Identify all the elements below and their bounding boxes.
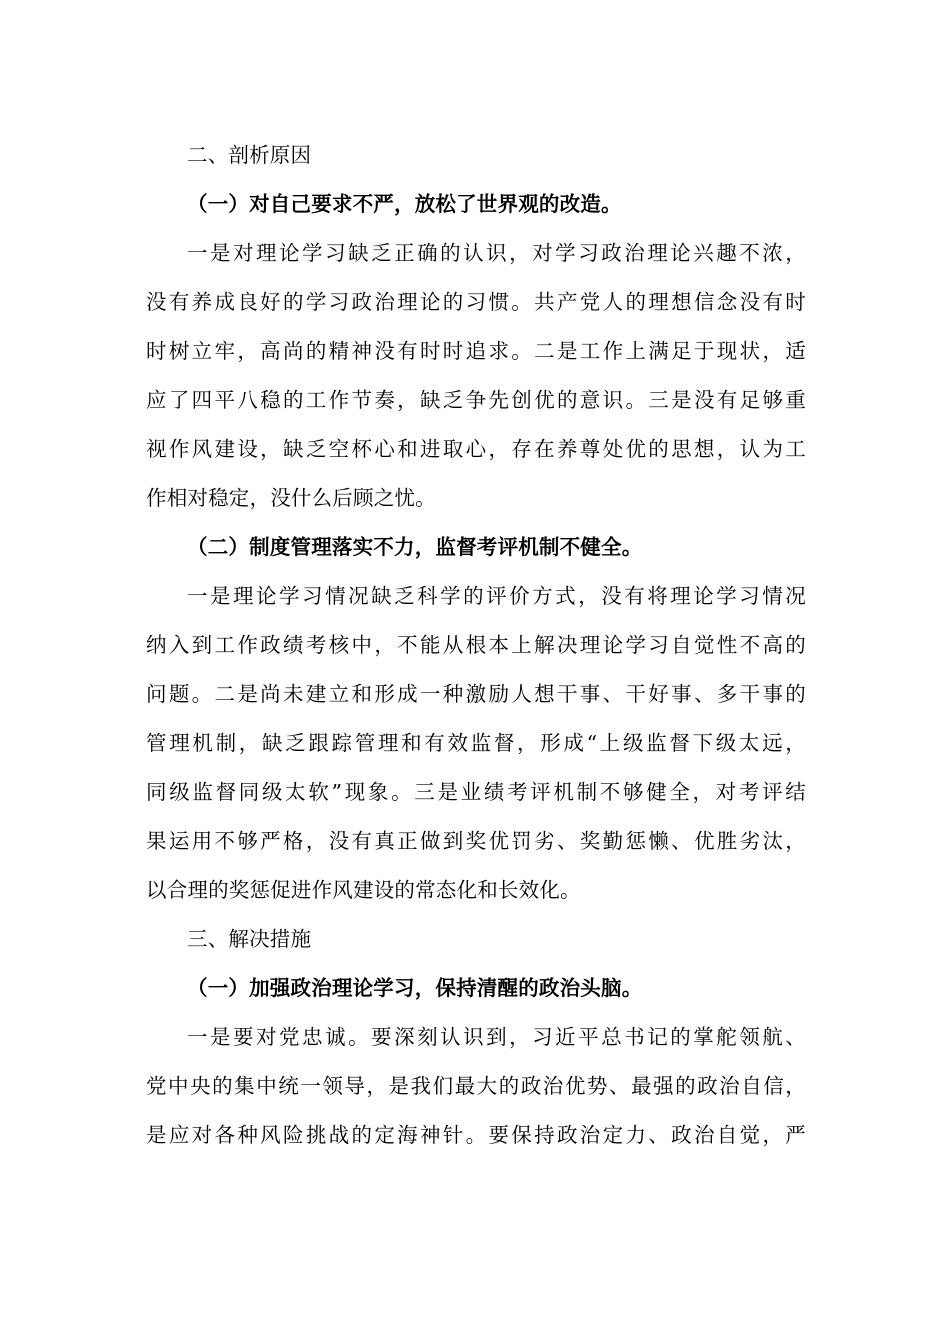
- paragraph-line: 同级监督同级太软”现象。三是业绩考评机制不够健全，对考评结: [146, 780, 806, 804]
- paragraph-line: 问题。二是尚未建立和形成一种激励人想干事、干好事、多干事的: [146, 682, 806, 706]
- subheading-political-theory: （一）加强政治理论学习，保持清醒的政治头脑。: [187, 976, 643, 1000]
- paragraph-line: 没有养成良好的学习政治理论的习惯。共产党人的理想信念没有时: [146, 290, 806, 314]
- paragraph-line: 党中央的集中统一领导，是我们最大的政治优势、最强的政治自信，: [146, 1074, 806, 1098]
- paragraph-line: 以合理的奖惩促进作风建设的常态化和长效化。: [146, 878, 581, 902]
- paragraph-line: 应了四平八稳的工作节奏，缺乏争先创优的意识。三是没有足够重: [146, 388, 806, 412]
- paragraph-line: 是应对各种风险挑战的定海神针。要保持政治定力、政治自觉，严: [146, 1123, 806, 1147]
- paragraph-line: 时树立牢，高尚的精神没有时时追求。二是工作上满足于现状，适: [146, 339, 806, 363]
- subheading-strict-requirements: （一）对自己要求不严，放松了世界观的改造。: [187, 192, 622, 216]
- paragraph-line: 管理机制，缺乏跟踪管理和有效监督，形成“上级监督下级太远，: [146, 731, 806, 755]
- paragraph-line: 一是要对党忠诚。要深刻认识到，习近平总书记的掌舵领航、: [187, 1025, 806, 1049]
- paragraph-line: 作相对稳定，没什么后顾之忧。: [146, 486, 436, 510]
- paragraph-line: 视作风建设，缺乏空杯心和进取心，存在养尊处优的思想，认为工: [146, 437, 806, 461]
- section-heading-measures: 三、解决措施: [187, 927, 312, 951]
- document-body: [146, 131, 806, 1160]
- paragraph-line: 一是对理论学习缺乏正确的认识，对学习政治理论兴趣不浓，: [187, 241, 806, 265]
- subheading-system-management: （二）制度管理落实不力，监督考评机制不健全。: [187, 535, 643, 559]
- paragraph-line: 纳入到工作政绩考核中，不能从根本上解决理论学习自觉性不高的: [146, 633, 806, 657]
- paragraph-line: 一是理论学习情况缺乏科学的评价方式，没有将理论学习情况: [187, 584, 806, 608]
- paragraph-line: 果运用不够严格，没有真正做到奖优罚劣、奖勤惩懒、优胜劣汰，: [146, 829, 806, 853]
- section-heading-analysis: 二、剖析原因: [187, 143, 312, 167]
